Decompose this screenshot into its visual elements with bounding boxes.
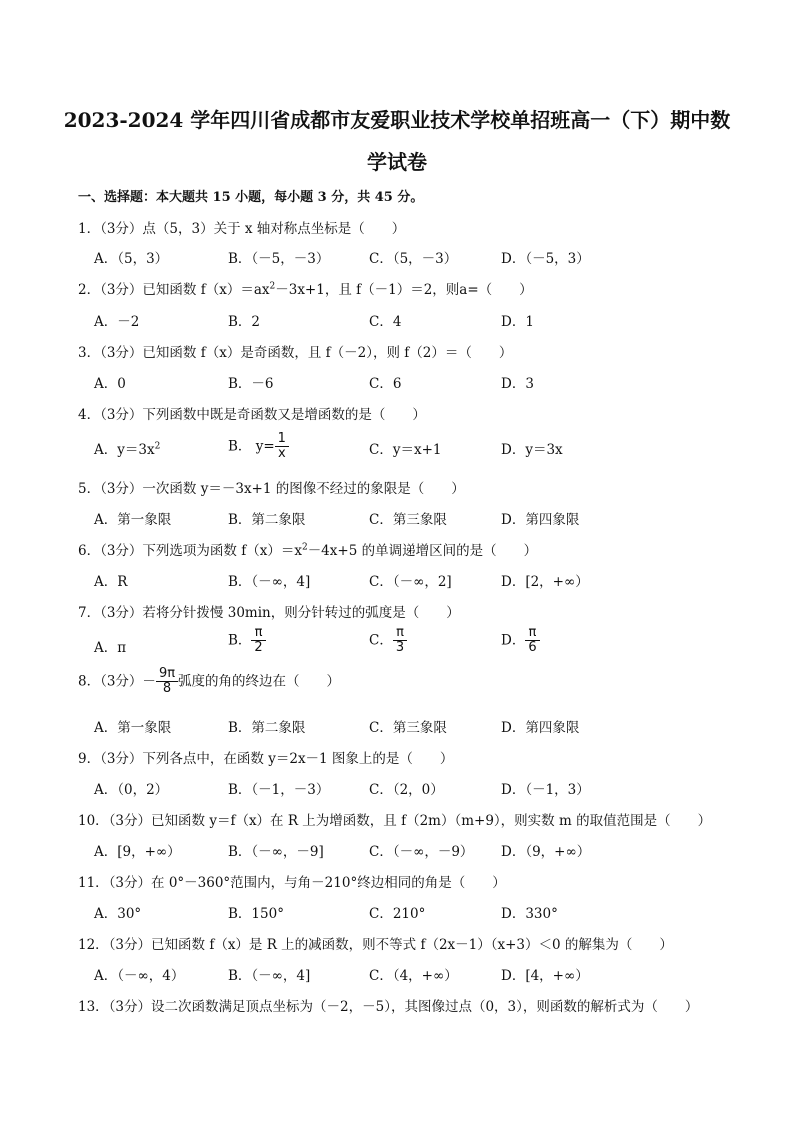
question-number: 7． <box>78 605 101 621</box>
option-b: B．（－∞，－9] <box>228 844 324 860</box>
question-stem: （3分）设二次函数满足顶点坐标为（－2，－5），其图像过点（0，3），则函数的解析式为（ ） <box>108 999 699 1015</box>
option-b: B．（－∞，4] <box>228 968 311 984</box>
option-c: C．（4，+∞） <box>369 968 458 984</box>
question-stem: （3分）若将分针拨慢 30min，则分针转过的弧度是（ ） <box>100 605 460 621</box>
question-7-options <box>94 626 714 666</box>
option-c: C．（2，0） <box>369 782 444 798</box>
option-b: B． $\frac{\pi}{2}$ <box>228 626 266 656</box>
option-c: C． $\frac{\pi}{3}$ <box>369 626 407 656</box>
option-a: A．第一象限 <box>94 512 172 528</box>
option-a: A．π <box>94 640 127 656</box>
option-d: D．3 <box>501 376 534 392</box>
question-number: 6． <box>78 543 101 559</box>
question-number: 8． <box>78 673 101 690</box>
question-3-options <box>94 372 714 402</box>
question-stem: （3分）在 0°－360°范围内，与角－210°终边相同的角是（ ） <box>108 875 506 891</box>
question-6-options <box>94 570 714 600</box>
question-5 <box>78 477 465 497</box>
page-title: 2023-2024 学年四川省成都市友爱职业技术学校单招班高一（下）期中数 <box>63 108 731 132</box>
option-a: A．（－∞，4） <box>94 968 185 984</box>
option-c: C．第三象限 <box>369 720 447 736</box>
option-d: D．（9，+∞） <box>501 844 591 860</box>
question-11 <box>78 871 506 891</box>
question-number: 3． <box>78 345 101 361</box>
question-number: 2． <box>78 282 101 298</box>
fraction: $\frac{9\pi}{8}$ <box>156 667 178 697</box>
option-c: C．（5，－3） <box>369 251 458 267</box>
question-stem: （3分）一次函数 y＝－3x+1 的图像不经过的象限是（ ） <box>100 481 465 497</box>
option-d: D．1 <box>501 314 534 330</box>
question-number: 13． <box>78 999 109 1015</box>
option-a: A．R <box>94 574 128 590</box>
question-8-options <box>94 716 714 746</box>
option-b: B．（－1，－3） <box>228 782 330 798</box>
question-1 <box>78 217 405 237</box>
question-stem: （3分）下列各点中，在函数 y＝2x－1 图象上的是（ ） <box>100 751 454 767</box>
option-c: C．210° <box>369 906 426 922</box>
page-title-line2: 学试卷 <box>367 150 427 174</box>
exponent: 2 <box>269 281 276 292</box>
exponent: 2 <box>301 542 308 553</box>
question-9-options <box>94 778 714 808</box>
question-10 <box>78 809 711 829</box>
section-heading: 一、选择题：本大题共 15 小题，每小题 3 分，共 45 分。 <box>78 190 424 205</box>
option-b: B．2 <box>228 314 261 330</box>
option-b: B．第二象限 <box>228 720 306 736</box>
option-a: A．$y=3x^2$ <box>94 441 161 458</box>
question-number: 9． <box>78 751 101 767</box>
option-a: A．[9，+∞） <box>94 844 181 860</box>
option-d: D．（－1，3） <box>501 782 590 798</box>
option-a: A．（0，2） <box>94 782 169 798</box>
question-3 <box>78 341 512 361</box>
option-d: D．y＝3x <box>501 442 563 458</box>
option-b: B．第二象限 <box>228 512 306 528</box>
option-d: D．第四象限 <box>501 720 580 736</box>
question-stem: （3分）已知函数 f（x）＝ax <box>100 282 270 298</box>
fraction: $\frac{\pi}{2}$ <box>251 626 265 656</box>
question-number: 10． <box>78 813 109 829</box>
question-9 <box>78 747 453 767</box>
question-number: 5． <box>78 481 101 497</box>
question-stem-rest: －3x+1，且 f（－1）＝2，则a=（ ） <box>275 282 533 298</box>
option-c: C．y＝x+1 <box>369 442 442 458</box>
option-d: D．第四象限 <box>501 512 580 528</box>
question-13 <box>78 995 698 1015</box>
option-c: C．第三象限 <box>369 512 447 528</box>
question-4-options <box>94 432 714 472</box>
question-1-options <box>94 247 714 277</box>
question-stem: （3分）已知函数 y＝f（x）在 R 上为增函数，且 f（2m）（m+9），则实数 m 的取值范围是（ ） <box>108 813 712 829</box>
fraction: $\frac{\pi}{6}$ <box>525 626 539 656</box>
question-2 <box>78 278 533 298</box>
question-12-options <box>94 964 714 994</box>
option-a: A．0 <box>94 376 126 392</box>
question-stem-rest: －4x+5 的单调递增区间的是（ ） <box>307 543 538 559</box>
option-b: B．－6 <box>228 376 274 392</box>
option-b: B． y= $\frac{1}{x}$ <box>228 432 289 462</box>
option-a: A．30° <box>94 906 142 922</box>
option-b: B．150° <box>228 906 284 922</box>
question-stem: （3分）已知函数 f（x）是 R 上的减函数，则不等式 f（2x－1）（x+3）＜0 的解集为（ ） <box>108 937 673 953</box>
question-6 <box>78 539 537 559</box>
option-c: C．4 <box>369 314 402 330</box>
option-d: D．330° <box>501 906 558 922</box>
option-c: C．（－∞，－9） <box>369 844 474 860</box>
question-stem: （3分）下列函数中既是奇函数又是增函数的是（ ） <box>100 407 426 423</box>
question-number: 11． <box>78 875 109 891</box>
question-10-options <box>94 840 714 870</box>
option-c: C．（－∞，2] <box>369 574 452 590</box>
option-b: B．（－5，－3） <box>228 251 330 267</box>
option-d: D．（－5，3） <box>501 251 590 267</box>
option-d: D．[4，+∞） <box>501 968 589 984</box>
question-12 <box>78 933 673 953</box>
question-number: 1． <box>78 221 101 237</box>
fraction: $\frac{\pi}{3}$ <box>393 626 407 656</box>
option-a: A．－2 <box>94 314 140 330</box>
question-stem: （3分）－ <box>100 673 156 690</box>
question-stem: （3分）已知函数 f（x）是奇函数，且 f（－2），则 f（2）＝（ ） <box>100 345 513 361</box>
question-11-options <box>94 902 714 932</box>
question-2-options <box>94 310 714 340</box>
question-stem: （3分）下列选项为函数 f（x）＝x <box>100 543 302 559</box>
option-d: D． $\frac{\pi}{6}$ <box>501 626 540 656</box>
option-d: D．[2，+∞） <box>501 574 589 590</box>
question-4 <box>78 403 426 423</box>
question-number: 4． <box>78 407 101 423</box>
question-5-options <box>94 508 714 538</box>
question-stem: （3分）点（5，3）关于 x 轴对称点坐标是（ ） <box>100 221 406 237</box>
option-c: C．6 <box>369 376 402 392</box>
option-a: A．第一象限 <box>94 720 172 736</box>
fraction: $\frac{1}{x}$ <box>275 432 289 462</box>
exponent: 2 <box>154 441 161 452</box>
question-stem-rest: 弧度的角的终边在（ ） <box>178 673 341 690</box>
question-7 <box>78 601 460 621</box>
question-8 <box>78 667 340 697</box>
question-number: 12． <box>78 937 109 953</box>
option-b: B．（－∞，4] <box>228 574 311 590</box>
option-a: A．（5，3） <box>94 251 169 267</box>
